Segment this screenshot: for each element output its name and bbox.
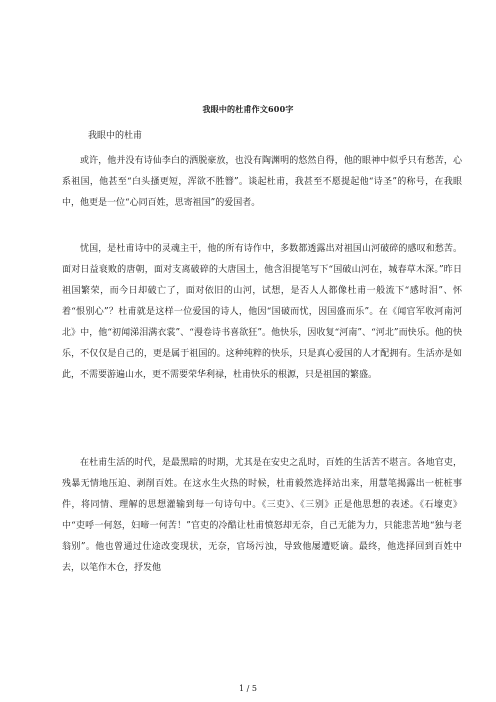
- paragraph-2: 忧国，是杜甫诗中的灵魂主干，他的所有诗作中，多数都透露出对祖国山河破碎的感叹和愁苦。面对日益衰败的唐朝，面对支离破碎的大唐国土，他含泪提笔写下“国破山河在，城春草木深。”昨日祖国繁荣，而今日却破亡了，面对依旧的山河，试想，是否人人都像杜甫一般流下“感时泪”、怀着“恨别心”？杜甫就是这样一位爱国的诗人，他因“国破而忧，因国盛而乐”。在《闻官军收河南河北》中，他“初闻涕泪满衣裳”、“漫卷诗书喜欲狂”。他快乐，因收复“河南”、“河北”而快乐。他的快乐，不仅仅是自己的，更是属于祖国的。这种纯粹的快乐，只是真心爱国的人才配拥有。生活亦是如此，不需要游遍山水，更不需要荣华利禄，杜甫快乐的根源，只是祖国的繁盛。: [62, 244, 462, 380]
- paragraph-1: 或许，他并没有诗仙李白的洒脱豪放，也没有陶渊明的悠然自得，他的眼神中似乎只有愁苦，心系祖国，他甚至“白头搔更短，浑欲不胜簪”。谈起杜甫，我甚至不愿提起他“诗圣”的称号，在我眼中，他更是一位“心同百姓，思寄祖国”的爱国者。: [62, 156, 462, 208]
- paragraph-3: 在杜甫生活的时代，是最黑暗的时期，尤其是在安史之乱时，百姓的生活苦不堪言。各地官吏，残暴无情地压迫、剥削百姓。在这水生火热的时候，杜甫毅然选择站出来，用慧笔揭露出一桩桩事件，将同情、理解的思想灌输到每一句诗句中。《三吏》、《三别》正是他思想的表述。《石壕吏》中“吏呼一何怒，妇啼一何苦！”官吏的冷酷让杜甫愤怒却无奈，自己无能为力，只能悲苦地“独与老翁别”。他也曾通过仕途改变现状，无奈，官场污浊，导致他屡遭贬谪。最终，他选择回到百姓中去，以笔作木仓，抒发他: [62, 458, 462, 573]
- page-number: 1 / 5: [239, 684, 257, 693]
- document-title: 我眼中的杜甫作文600字: [202, 104, 294, 114]
- document-subtitle: 我眼中的杜甫: [88, 131, 143, 141]
